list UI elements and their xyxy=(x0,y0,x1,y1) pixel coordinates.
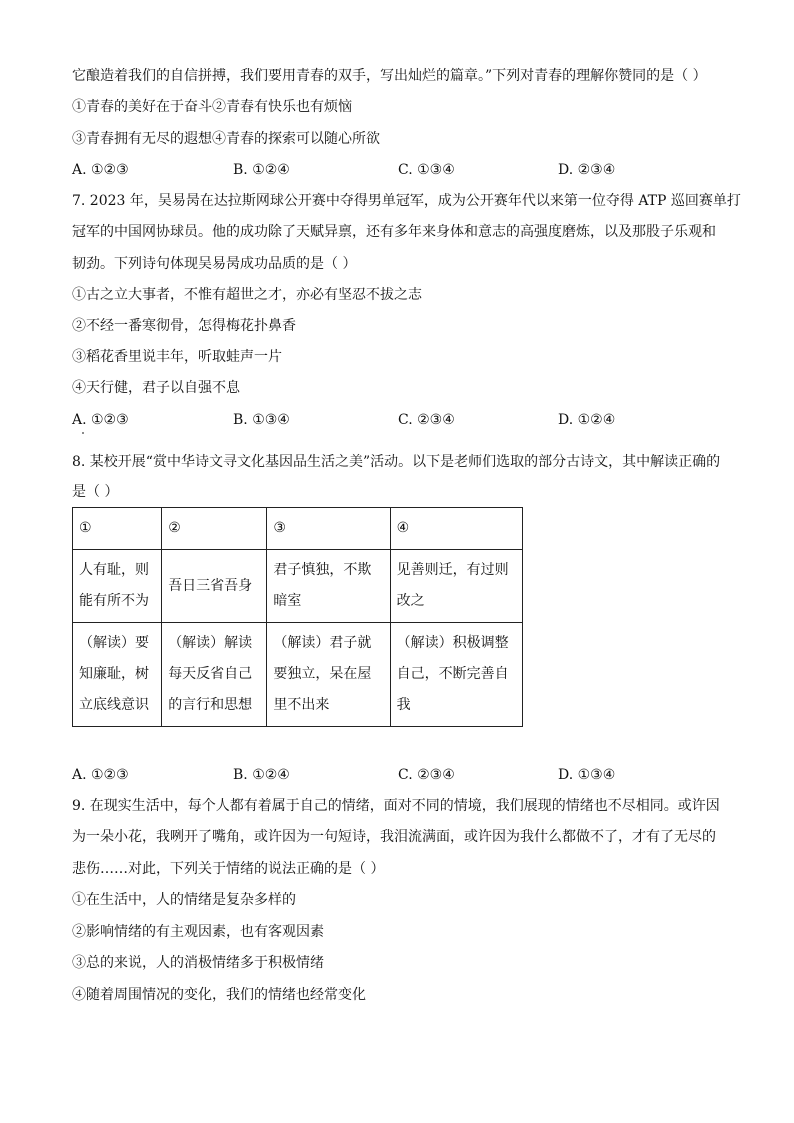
q7-option-c: C. ②③④ xyxy=(398,412,455,428)
q8-option-c: C. ②③④ xyxy=(398,767,455,783)
q8-option-d: D. ①③④ xyxy=(558,767,616,783)
q8-options xyxy=(72,765,732,785)
q7-options xyxy=(72,410,732,430)
table-row-interpretations xyxy=(73,623,523,727)
q9-statement: ①在生活中，人的情绪是复杂多样的 xyxy=(72,892,296,908)
q7-statement: ④天行健，君子以自强不息 xyxy=(72,380,240,396)
q6-statement: ①青春的美好在于奋斗②青春有快乐也有烦恼 xyxy=(72,99,352,115)
q7-statement: ①古之立大事者，不惟有超世之才，亦必有坚忍不拔之志 xyxy=(72,287,422,303)
poem-cell: 君子慎独，不欺暗室 xyxy=(267,550,390,623)
q6-options xyxy=(72,160,732,180)
q8-stem: 是（ ） xyxy=(72,484,119,500)
q9-statement: ②影响情绪的有主观因素，也有客观因素 xyxy=(72,924,324,940)
q7-option-b: B. ①③④ xyxy=(233,412,290,428)
interpretation-cell: （解读）君子就要独立，呆在屋里不出来 xyxy=(267,623,390,727)
table-header-cell: ② xyxy=(162,508,267,550)
interpretation-cell: （解读）解读每天反省自己的言行和思想 xyxy=(162,623,267,727)
interpretation-cell: （解读）积极调整自己，不断完善自我 xyxy=(390,623,522,727)
stray-mark xyxy=(82,432,84,434)
q6-stem: 它酿造着我们的自信拼搏，我们要用青春的双手，写出灿烂的篇章。”下列对青春的理解你赞同的是（ ） xyxy=(72,68,707,84)
poem-cell: 人有耻，则能有所不为 xyxy=(73,550,162,623)
table-header-cell: ③ xyxy=(267,508,390,550)
q9-stem: 9. 在现实生活中，每个人都有着属于自己的情绪，面对不同的情境，我们展现的情绪也不尽相同。或许因 xyxy=(72,798,720,814)
q8-stem: 8. 某校开展“赏中华诗文寻文化基因品生活之美”活动。以下是老师们选取的部分古诗文，其中解读正确的 xyxy=(72,454,721,470)
q9-stem: 为一朵小花，我咧开了嘴角，或许因为一句短诗，我泪流满面，或许因为我什么都做不了，才有了无尽的 xyxy=(72,829,716,845)
table-header-row xyxy=(73,508,523,550)
interpretation-cell: （解读）要知廉耻，树立底线意识 xyxy=(73,623,162,727)
q7-statement: ②不经一番寒彻骨，怎得梅花扑鼻香 xyxy=(72,318,296,334)
q8-option-a: A. ①②③ xyxy=(72,767,129,783)
table-header-cell: ④ xyxy=(390,508,522,550)
q7-statement: ③稻花香里说丰年，听取蛙声一片 xyxy=(72,349,282,365)
q9-statement: ③总的来说，人的消极情绪多于积极情绪 xyxy=(72,955,324,971)
q6-option-d: D. ②③④ xyxy=(558,162,616,178)
q9-statement: ④随着周围情况的变化，我们的情绪也经常变化 xyxy=(72,987,366,1003)
q6-statement: ③青春拥有无尽的遐想④青春的探索可以随心所欲 xyxy=(72,131,380,147)
q6-option-a: A. ①②③ xyxy=(72,162,129,178)
q8-option-b: B. ①②④ xyxy=(233,767,290,783)
q7-stem: 韧劲。下列诗句体现吴易昺成功品质的是（ ） xyxy=(72,256,357,272)
table-header-cell: ① xyxy=(73,508,162,550)
q7-stem: 冠军的中国网协球员。他的成功除了天赋异禀，还有多年来身体和意志的高强度磨炼，以及那股子乐观和 xyxy=(72,224,716,240)
q9-stem: 悲伤……对此，下列关于情绪的说法正确的是（ ） xyxy=(72,861,385,877)
q6-option-b: B. ①②④ xyxy=(233,162,290,178)
table-row-poems xyxy=(73,550,523,623)
poem-table xyxy=(72,507,523,727)
q7-option-a: A. ①②③ xyxy=(72,412,129,428)
q7-stem: 7. 2023 年，吴易昺在达拉斯网球公开赛中夺得男单冠军，成为公开赛年代以来第一位夺得 ATP 巡回赛单打 xyxy=(72,193,741,209)
q6-option-c: C. ①③④ xyxy=(398,162,455,178)
poem-cell: 见善则迁，有过则改之 xyxy=(390,550,522,623)
q7-option-d: D. ①②④ xyxy=(558,412,616,428)
poem-cell: 吾日三省吾身 xyxy=(162,550,267,623)
